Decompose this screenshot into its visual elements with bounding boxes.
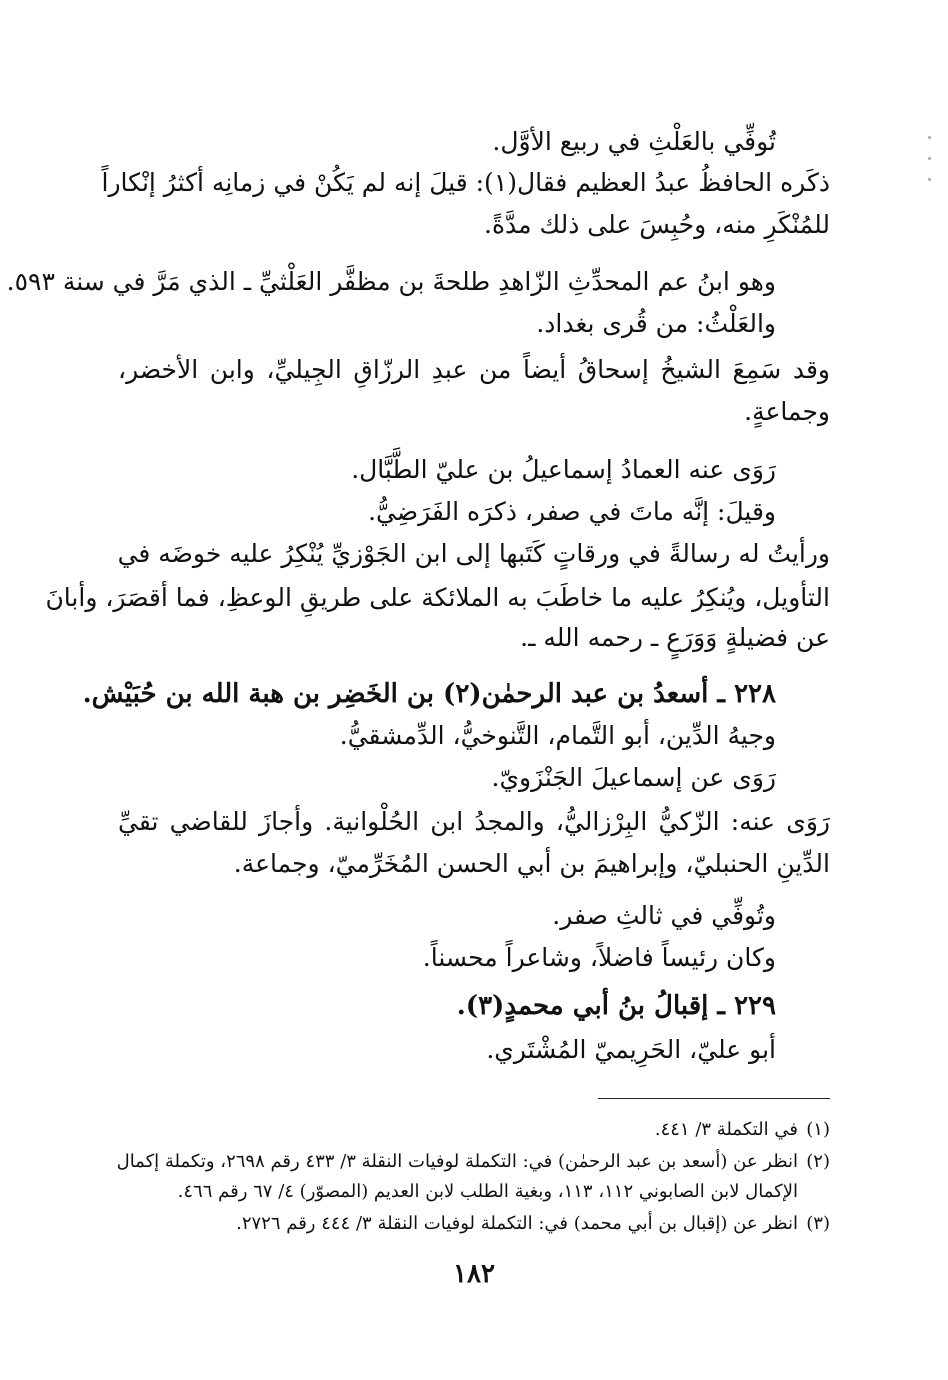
- body-line: وقد سَمِعَ الشيخُ إسحاقُ أيضاً من عبدِ الرزّاقِ الجِيليِّ، وابن الأخضر،: [118, 355, 830, 384]
- body-line: رَوَى عنه: الزّكيُّ البِرْزاليُّ، والمجدُ ابن الحُلْوانية. وأجازَ للقاضي تقيِّ: [118, 807, 830, 836]
- body-line: تُوفِّي بالعَلْثِ في ربيع الأوَّل.: [492, 127, 776, 156]
- body-line: وجماعةٍ.: [744, 397, 830, 426]
- scan-marks: [924, 118, 934, 228]
- body-line: الدِّينِ الحنبليّ، وإبراهيمَ بن أبي الحسن المُخَرِّميّ، وجماعة.: [233, 849, 830, 878]
- body-line: وكان رئيساً فاضلاً، وشاعراً محسناً.: [422, 943, 776, 972]
- footnote: [118, 1148, 830, 1176]
- body-line: التأويل، ويُنكِرُ عليه ما خاطَبَ به الملائكة على طريقِ الوعظِ، فما أقصَرَ، وأبانَ: [45, 583, 830, 612]
- footnote-number: (٢): [806, 1151, 830, 1172]
- body-line: والعَلْثُ: من قُرى بغداد.: [536, 309, 776, 338]
- body-line: وقيلَ: إنَّه ماتَ في صفر، ذكرَه الفَرَضِيُّ.: [368, 497, 776, 526]
- body-line: ذكَره الحافظُ عبدُ العظيم فقال(١): قيلَ إنه لم يَكُنْ في زمانِه أكثرُ إنْكاراً: [101, 168, 830, 197]
- body-line: رَوَى عنه العمادُ إسماعيلُ بن عليّ الطَّبَّال.: [351, 455, 776, 484]
- footnote-number: (١): [806, 1119, 830, 1140]
- page-number: ١٨٢: [453, 1259, 495, 1289]
- footnote: [236, 1210, 830, 1238]
- body-line: وجيهُ الدِّين، أبو التَّمام، التَّنوخيُّ، الدِّمشقيُّ.: [339, 721, 776, 750]
- body-line: أبو عليّ، الحَرِيميّ المُشْتَري.: [486, 1035, 776, 1064]
- footnote-text: الإكمال لابن الصابوني ١١٢، ١١٣، وبغية الطلب لابن العديم (المصوّر) ٤/ ٦٧ رقم ٤٦٦.: [177, 1181, 798, 1202]
- footnote-separator: [598, 1098, 830, 1099]
- body-line: ورأيتُ له رسالةً في ورقاتٍ كَتَبها إلى ابن الجَوْزيِّ يُنْكِرُ عليه خوضَه في: [117, 539, 830, 568]
- body-line: وهو ابنُ عم المحدِّثِ الزّاهدِ طلحةَ بن مظفَّر العَلْثيِّ ـ الذي مَرَّ في سنة ٥٩٣.: [6, 267, 776, 296]
- footnote-text: انظر عن (إقبال بن أبي محمد) في: التكملة لوفيات النقلة ٣/ ٤٤٤ رقم ٢٧٢٦.: [236, 1213, 798, 1234]
- footnote-text: انظر عن (أسعد بن عبد الرحمٰن) في: التكملة لوفيات النقلة ٣/ ٤٣٣ رقم ٢٦٩٨، وتكملة إكمال: [116, 1151, 798, 1172]
- entry-heading: ٢٢٩ ـ إقبالُ بنُ أبي محمدٍ(٣).: [456, 991, 776, 1021]
- entry-heading: ٢٢٨ ـ أسعدُ بن عبد الرحمٰن(٢) بن الخَضِر بن هبة الله بن حُبَيْش.: [82, 679, 776, 709]
- footnote-number: (٣): [806, 1213, 830, 1234]
- body-line: وتُوفِّي في ثالثِ صفر.: [552, 901, 776, 930]
- body-line: عن فضيلةٍ وَوَرَعٍ ـ رحمه الله ـ.: [520, 623, 830, 652]
- body-line: رَوَى عن إسماعيلَ الجَنْزَويّ.: [491, 763, 776, 792]
- footnote: [655, 1116, 830, 1144]
- footnote-continued: [178, 1178, 798, 1206]
- body-line: للمُنْكَرِ منه، وحُبِسَ على ذلك مدَّةً.: [484, 210, 830, 239]
- footnote-text: في التكملة ٣/ ٤٤١.: [654, 1119, 798, 1140]
